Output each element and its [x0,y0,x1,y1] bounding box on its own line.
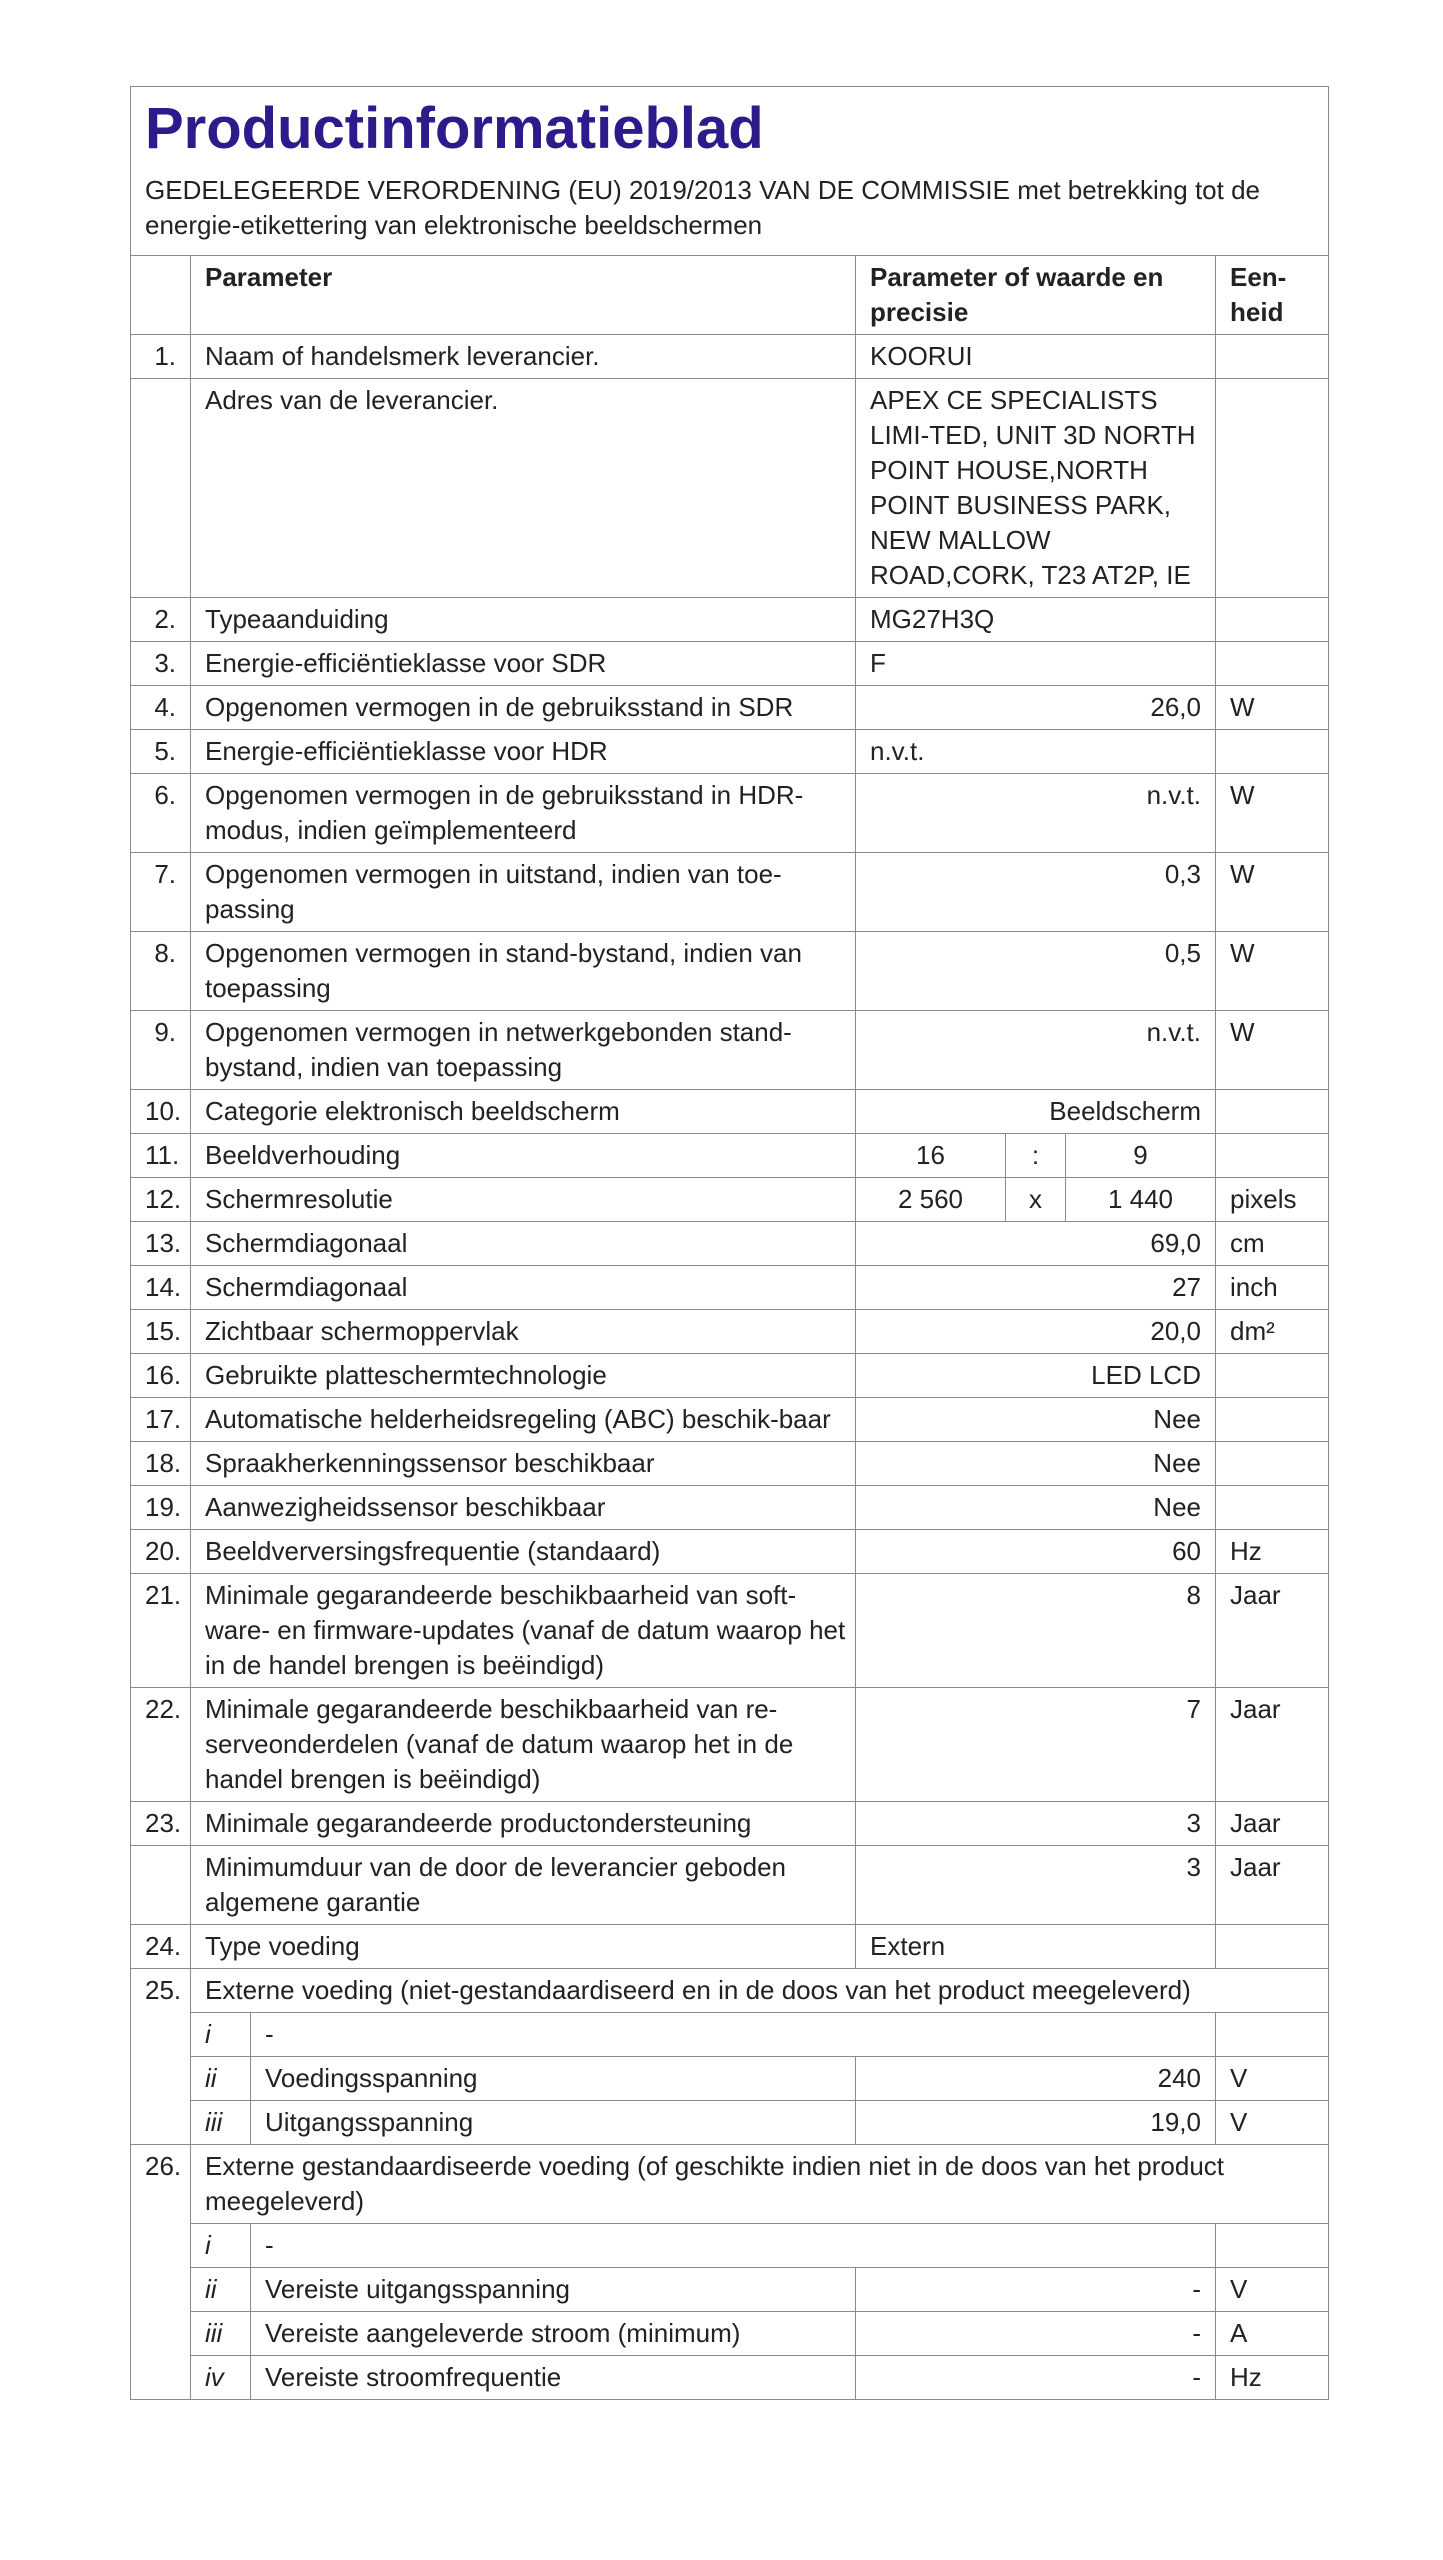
sub-row [131,2101,1329,2145]
row-parameter: Typeaanduiding [191,598,856,642]
table-row [131,1846,1329,1925]
sub-index: iii [191,2312,251,2356]
row-number: 21. [131,1574,191,1688]
row-value: n.v.t. [856,730,1216,774]
row-number: 1. [131,335,191,379]
sub-value: 240 [856,2057,1216,2101]
sub-index: iii [191,2101,251,2145]
table-row [131,335,1329,379]
row-number: 13. [131,1222,191,1266]
row-unit: W [1216,1011,1329,1090]
row-unit: Jaar [1216,1574,1329,1688]
row-value: 20,0 [856,1310,1216,1354]
row-parameter: Minimumduur van de door de leverancier geboden algemene garantie [191,1846,856,1925]
row-number: 24. [131,1925,191,1969]
row-value: Nee [856,1442,1216,1486]
number-header-cell [131,256,191,335]
table-row [131,932,1329,1011]
row-parameter: Minimale gegarandeerde beschikbaarheid van re-serveonderdelen (vanaf de datum waarop het in de handel brengen is beëindigd) [191,1688,856,1802]
sub-value: 19,0 [856,2101,1216,2145]
row-number: 26. [131,2145,191,2400]
sub-row [131,2057,1329,2101]
row-parameter: Categorie elektronisch beeldscherm [191,1090,856,1134]
row-value: Extern [856,1925,1216,1969]
sub-row [131,2356,1329,2400]
row-unit: Jaar [1216,1688,1329,1802]
table-row [131,1486,1329,1530]
sub-unit: V [1216,2101,1329,2145]
row-unit: W [1216,853,1329,932]
table-row [131,1134,1329,1178]
row-unit: Jaar [1216,1802,1329,1846]
parameter-header: Parameter [191,256,856,335]
row-parameter: Naam of handelsmerk leverancier. [191,335,856,379]
sub-row [131,2224,1329,2268]
table-row [131,1011,1329,1090]
table-row [131,1222,1329,1266]
sub-unit: A [1216,2312,1329,2356]
row-parameter: Opgenomen vermogen in de gebruiksstand in SDR [191,686,856,730]
sub-unit: V [1216,2268,1329,2312]
row-parameter: Minimale gegarandeerde productondersteuning [191,1802,856,1846]
row-unit: cm [1216,1222,1329,1266]
row-number: 7. [131,853,191,932]
value-header: Parameter of waarde en precisie [856,256,1216,335]
sub-parameter: Vereiste uitgangsspanning [251,2268,856,2312]
row-number: 16. [131,1354,191,1398]
row-number [131,379,191,598]
table-row [131,853,1329,932]
row-parameter: Energie-efficiëntieklasse voor HDR [191,730,856,774]
sub-unit [1216,2224,1329,2268]
sub-unit: Hz [1216,2356,1329,2400]
row-value: n.v.t. [856,774,1216,853]
sub-parameter: Vereiste stroomfrequentie [251,2356,856,2400]
row-parameter: Minimale gegarandeerde beschikbaarheid van soft-ware- en firmware-updates (vanaf de datum waarop het in de handel brengen is beëindigd) [191,1574,856,1688]
row-unit [1216,598,1329,642]
row-number: 11. [131,1134,191,1178]
row-unit: W [1216,774,1329,853]
row-number: 23. [131,1802,191,1846]
row-number: 14. [131,1266,191,1310]
table-row [131,2145,1329,2224]
row-value: 27 [856,1266,1216,1310]
row-value: 69,0 [856,1222,1216,1266]
row-number: 22. [131,1688,191,1802]
sub-index: i [191,2013,251,2057]
table-row [131,1266,1329,1310]
row-parameter: Automatische helderheidsregeling (ABC) beschik-baar [191,1398,856,1442]
row-value: MG27H3Q [856,598,1216,642]
row-value: 0,3 [856,853,1216,932]
column-header-row [131,256,1329,335]
row-unit [1216,1442,1329,1486]
product-info-table [130,86,1329,2400]
table-row [131,1574,1329,1688]
sub-parameter: - [251,2224,1216,2268]
row-unit: inch [1216,1266,1329,1310]
aspect-separator: : [1006,1134,1066,1178]
row-value: 3 [856,1802,1216,1846]
table-row [131,1925,1329,1969]
row-unit: W [1216,686,1329,730]
row-unit [1216,642,1329,686]
row-value: KOORUI [856,335,1216,379]
table-row [131,1530,1329,1574]
row-parameter: Zichtbaar schermoppervlak [191,1310,856,1354]
unit-header: Een-heid [1216,256,1329,335]
table-row [131,379,1329,598]
row-number: 15. [131,1310,191,1354]
header-cell [131,87,1329,256]
aspect-height: 9 [1066,1134,1216,1178]
row-value: F [856,642,1216,686]
row-number: 10. [131,1090,191,1134]
row-unit [1216,1925,1329,1969]
row-number: 25. [131,1969,191,2145]
row-value: Beeldscherm [856,1090,1216,1134]
row-number: 4. [131,686,191,730]
sub-row [131,2268,1329,2312]
sub-parameter: Uitgangsspanning [251,2101,856,2145]
row-unit [1216,335,1329,379]
row-parameter: Schermdiagonaal [191,1266,856,1310]
table-row [131,686,1329,730]
row-unit [1216,1398,1329,1442]
row-value: 60 [856,1530,1216,1574]
sub-parameter: Vereiste aangeleverde stroom (minimum) [251,2312,856,2356]
sub-value: - [856,2268,1216,2312]
resolution-width: 2 560 [856,1178,1006,1222]
table-row [131,1090,1329,1134]
row-unit: pixels [1216,1178,1329,1222]
row-parameter: Schermdiagonaal [191,1222,856,1266]
row-number: 19. [131,1486,191,1530]
sub-index: ii [191,2268,251,2312]
row-number: 2. [131,598,191,642]
row-value: 26,0 [856,686,1216,730]
page-subtitle: GEDELEGEERDE VERORDENING (EU) 2019/2013 VAN DE COMMISSIE met betrekking tot de energie-etikettering van elektronische beeldschermen [145,175,1261,240]
sub-index: iv [191,2356,251,2400]
row-value: LED LCD [856,1354,1216,1398]
aspect-width: 16 [856,1134,1006,1178]
row-unit: W [1216,932,1329,1011]
table-row [131,1969,1329,2013]
row-number: 20. [131,1530,191,1574]
row-value: 0,5 [856,932,1216,1011]
row-parameter: Opgenomen vermogen in de gebruiksstand in HDR-modus, indien geïmplementeerd [191,774,856,853]
row-number: 17. [131,1398,191,1442]
sub-unit: V [1216,2057,1329,2101]
header-row [131,87,1329,256]
row-parameter: Externe voeding (niet-gestandaardiseerd en in de doos van het product meegeleverd) [191,1969,1329,2013]
resolution-height: 1 440 [1066,1178,1216,1222]
row-unit [1216,1134,1329,1178]
table-row [131,1802,1329,1846]
row-parameter: Opgenomen vermogen in netwerkgebonden stand-bystand, indien van toepassing [191,1011,856,1090]
row-value: 3 [856,1846,1216,1925]
row-unit [1216,1354,1329,1398]
row-number: 3. [131,642,191,686]
sub-unit [1216,2013,1329,2057]
row-value: 8 [856,1574,1216,1688]
page-title: Productinformatieblad [145,96,764,161]
table-row [131,730,1329,774]
product-information-sheet [130,86,1328,2400]
row-parameter: Beeldverversingsfrequentie (standaard) [191,1530,856,1574]
sub-value: - [856,2356,1216,2400]
row-value: Nee [856,1398,1216,1442]
row-parameter: Gebruikte platteschermtechnologie [191,1354,856,1398]
row-value: 7 [856,1688,1216,1802]
sub-index: i [191,2224,251,2268]
row-number: 5. [131,730,191,774]
table-row [131,642,1329,686]
table-row [131,1178,1329,1222]
sub-row [131,2013,1329,2057]
row-parameter: Opgenomen vermogen in stand-bystand, indien van toepassing [191,932,856,1011]
row-number: 12. [131,1178,191,1222]
table-row [131,774,1329,853]
row-value: n.v.t. [856,1011,1216,1090]
sub-value: - [856,2312,1216,2356]
row-unit: Jaar [1216,1846,1329,1925]
table-row [131,1688,1329,1802]
row-unit: Hz [1216,1530,1329,1574]
row-unit [1216,730,1329,774]
sub-parameter: Voedingsspanning [251,2057,856,2101]
row-value: Nee [856,1486,1216,1530]
sub-row [131,2312,1329,2356]
table-row [131,1442,1329,1486]
sub-index: ii [191,2057,251,2101]
row-parameter: Schermresolutie [191,1178,856,1222]
table-row [131,598,1329,642]
row-value: APEX CE SPECIALISTS LIMI-TED, UNIT 3D NORTH POINT HOUSE,NORTH POINT BUSINESS PARK, NEW MALLOW ROAD,CORK, T23 AT2P, IE [856,379,1216,598]
row-unit [1216,1090,1329,1134]
table-row [131,1310,1329,1354]
row-parameter: Type voeding [191,1925,856,1969]
row-parameter: Adres van de leverancier. [191,379,856,598]
row-parameter: Externe gestandaardiseerde voeding (of geschikte indien niet in de doos van het product meegeleverd) [191,2145,1329,2224]
row-number: 9. [131,1011,191,1090]
row-unit [1216,1486,1329,1530]
row-parameter: Aanwezigheidssensor beschikbaar [191,1486,856,1530]
sub-parameter: - [251,2013,1216,2057]
row-parameter: Energie-efficiëntieklasse voor SDR [191,642,856,686]
row-parameter: Opgenomen vermogen in uitstand, indien van toe-passing [191,853,856,932]
table-row [131,1354,1329,1398]
row-unit [1216,379,1329,598]
row-number [131,1846,191,1925]
row-parameter: Spraakherkenningssensor beschikbaar [191,1442,856,1486]
table-row [131,1398,1329,1442]
row-parameter: Beeldverhouding [191,1134,856,1178]
row-number: 18. [131,1442,191,1486]
row-number: 6. [131,774,191,853]
resolution-separator: x [1006,1178,1066,1222]
row-number: 8. [131,932,191,1011]
row-unit: dm² [1216,1310,1329,1354]
